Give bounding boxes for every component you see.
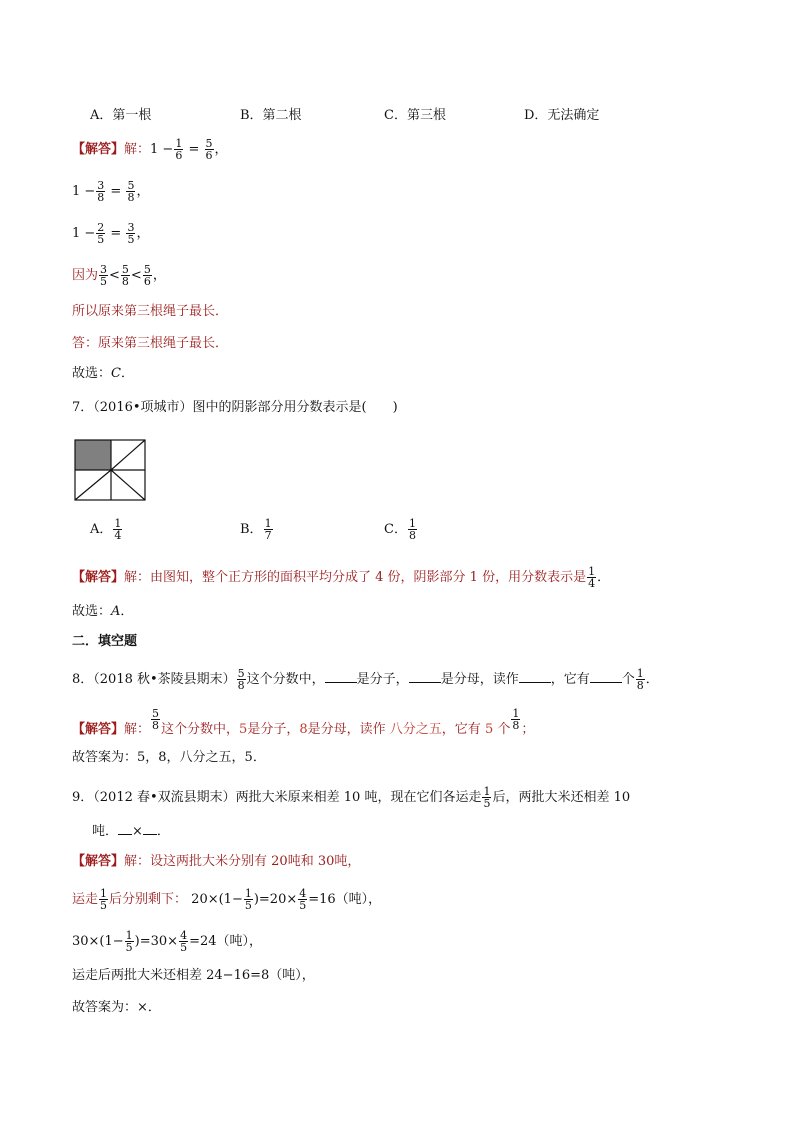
q9-answer-line4: 运走后两批大米还相差 24−16=8（吨），	[72, 968, 315, 983]
q9-stem-line2: 吨． × ．	[92, 824, 170, 839]
q6-choose: 故选：C．	[72, 366, 134, 381]
divider-diagonal-2	[75, 470, 111, 500]
blank	[325, 670, 357, 683]
q7-figure-square	[74, 439, 146, 501]
section-title: 二．填空题	[72, 634, 138, 649]
blank	[519, 670, 551, 683]
q6-answer-line1: 【解答】解：1 − $\frac{1}{6}$ = $\frac{5}{6}$ ，	[72, 137, 228, 162]
divider-diagonal-3	[111, 470, 145, 500]
blank	[590, 670, 622, 683]
q6-answer-line4: 因为 $\frac{3}{5}$ < $\frac{5}{8}$ < $\frac{5}{6}$ ，	[72, 263, 166, 288]
q6-answer-line2: 1 − $\frac{3}{8}$ = $\frac{5}{8}$ ，	[72, 179, 150, 204]
q7-answer: 【解答】解：由图知，整个正方形的面积平均分成了 4 份，阴影部分 1 份，用分数表示是 $\frac{1}{4}$ ．	[72, 565, 611, 590]
q7-option-b: B． $\frac{1}{7}$	[240, 517, 272, 542]
blank	[409, 670, 441, 683]
divider-diagonal-1	[111, 440, 145, 470]
q7-choose: 故选：A．	[72, 604, 134, 619]
q9-answer-line3: 30×(1− $\frac{1}{5}$ )=30× $\frac{4}{5}$ =24（吨），	[72, 929, 263, 954]
q6-answer-line6: 答：原来第三根绳子最长．	[72, 336, 229, 351]
shaded-part	[75, 440, 111, 470]
q9-stem-line1: 9．（2012 春•双流县期末）两批大米原来相差 10 吨，现在它们各运走 $\frac{1}{5}$ 后，两批大米还相差 10	[72, 785, 631, 810]
q9-answer-line2: 运走 $\frac{1}{5}$ 后分别剩下： 20×(1− $\frac{1}{5}$ )=20× $\frac{4}{5}$ =16（吨），	[72, 887, 382, 912]
q7-option-a: A． $\frac{1}{4}$	[90, 517, 122, 542]
q7-option-c: C． $\frac{1}{8}$	[384, 517, 416, 542]
q8-final: 故答案为：5，8，八分之五，5．	[72, 750, 266, 765]
q8-stem: 8．（2018 秋•茶陵县期末） $\frac{5}{8}$ 这个分数中， 是分子， 是分母，读作 ，它有 个 $\frac{1}{8}$ ．	[72, 667, 659, 692]
answer-tag: 【解答】	[72, 142, 125, 157]
q6-option-a: A．第一根	[90, 108, 152, 123]
q6-option-b: B．第二根	[240, 108, 302, 123]
q9-answer-line1: 【解答】解：设这两批大米分别有 20吨和 30吨，	[72, 854, 361, 869]
q7-stem: 7．（2016•项城市）图中的阴影部分用分数表示是( )	[72, 400, 398, 415]
q6-option-c: C．第三根	[384, 108, 446, 123]
q6-option-d: D．无法确定	[524, 108, 600, 123]
q6-answer-line3: 1 − $\frac{2}{5}$ = $\frac{3}{5}$ ，	[72, 221, 150, 246]
q6-answer-line5: 所以原来第三根绳子最长．	[72, 304, 229, 319]
q9-final: 故答案为：×．	[72, 1000, 161, 1015]
q8-answer: 【解答】解： $\frac{5}{8}$ 这个分数中，5是分子，8是分母，读作 八分之五，它有 5 个 $\frac{1}{8}$ ；	[72, 707, 535, 737]
